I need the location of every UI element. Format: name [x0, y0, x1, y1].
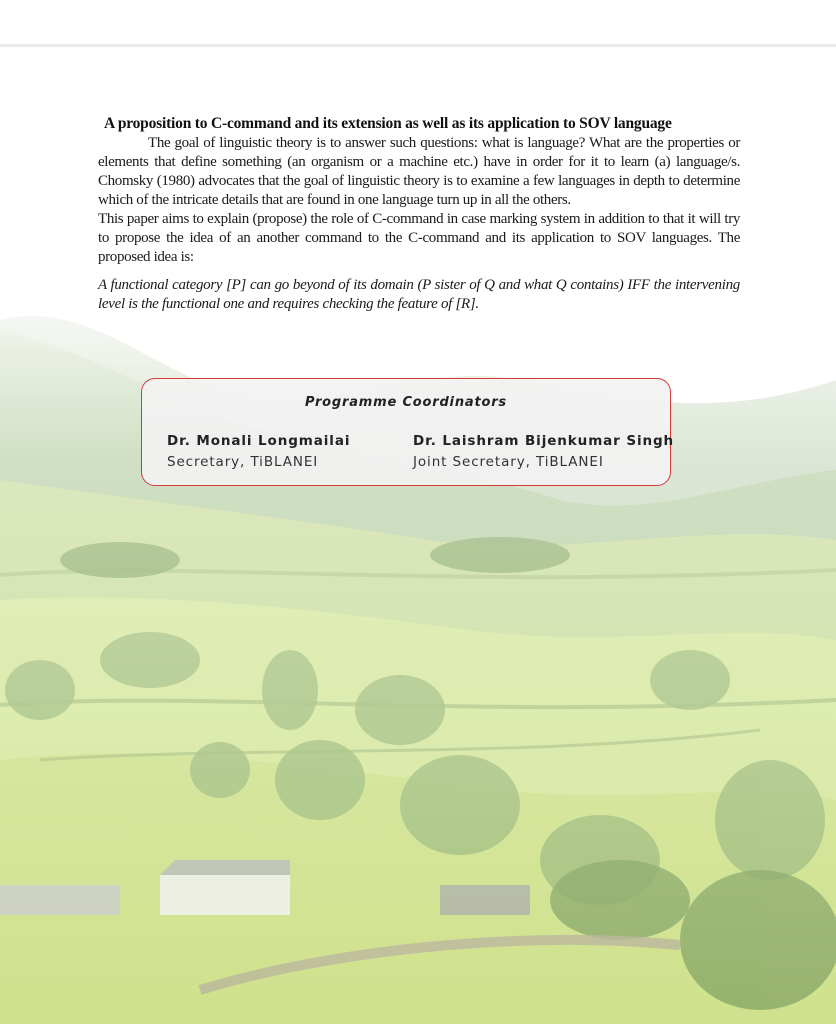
- coordinator-role: Joint Secretary, TiBLANEI: [413, 454, 604, 470]
- coordinator-card: [167, 433, 350, 470]
- coordinator-card: [413, 433, 674, 470]
- intro-paragraph: The goal of linguistic theory is to answer such questions: what is language? What are the properties or elements that define something (an organism or a machine etc.) have in order for it to learn (a) language/s. Chomsky (1980) advocates that the goal of linguistic theory is to examine a few languages in depth to determine which of the intricate details that are found in one language turn up in all the others.: [98, 135, 740, 208]
- proposition-statement: A functional category [P] can go beyond of its domain (P sister of Q and what Q contains) IFF the intervening level is the functional one and requires checking the feature of [R].: [98, 277, 740, 312]
- aim-paragraph: This paper aims to explain (propose) the role of C-command in case marking system in addition to that it will try to propose the idea of an another command to the C-command and its application to SOV languages. The proposed idea is:: [98, 211, 740, 265]
- coordinators-heading: Programme Coordinators: [305, 395, 507, 410]
- coordinators-box: [141, 378, 675, 486]
- coordinator-name: Dr. Laishram Bijenkumar Singh: [413, 433, 675, 449]
- article-title: A proposition to C-command and its extension as well as its application to SOV language: [104, 115, 672, 132]
- coordinator-role: Secretary, TiBLANEI: [167, 454, 319, 470]
- coordinator-name: Dr. Monali Longmailai: [167, 433, 351, 449]
